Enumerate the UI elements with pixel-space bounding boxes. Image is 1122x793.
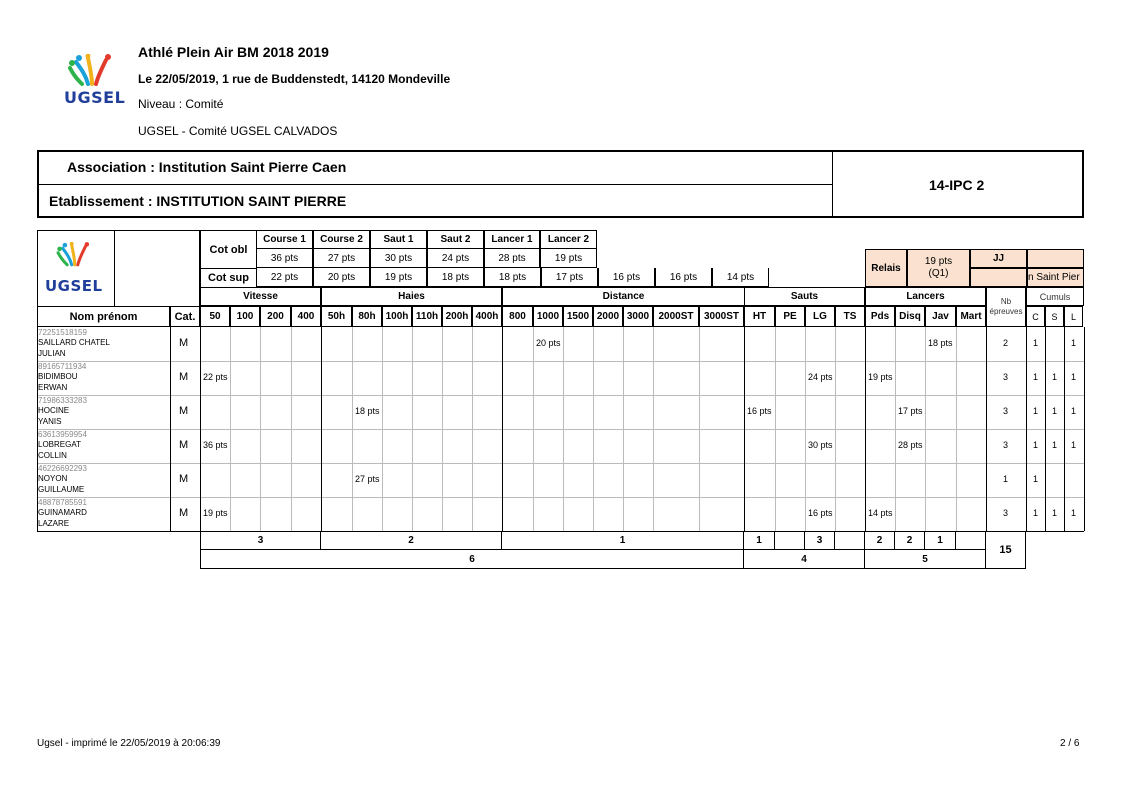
event-points: 16 pts [747, 406, 772, 416]
cumul-col-1: S [1045, 306, 1064, 327]
course-header-4: Lancer 1 [484, 230, 540, 249]
event-header-13: 2000 [593, 306, 623, 327]
grid-line [895, 327, 896, 531]
athlete-firstname: LAZARE [38, 519, 70, 528]
athlete-category: M [179, 371, 189, 383]
ugsel-logo [62, 54, 128, 108]
athlete-firstname: GUILLAUME [38, 485, 85, 494]
epreuves-label: épreuves [989, 307, 1023, 316]
nb-epreuves-value: 2 [1003, 338, 1009, 348]
sup-pts-8: 14 pts [712, 268, 769, 287]
cumul-col-2: L [1064, 306, 1083, 327]
cumul-s-value: 1 [1052, 440, 1058, 450]
grand-total: 15 [986, 532, 1026, 569]
grid-line [170, 327, 171, 531]
event-points: 19 pts [203, 508, 228, 518]
group-1: Haies [321, 287, 502, 306]
athlete-category: M [179, 473, 189, 485]
event-points: 18 pts [928, 338, 953, 348]
print-footer: Ugsel - imprimé le 22/05/2019 à 20:06:39 [37, 738, 221, 749]
establishment-name: Etablissement : INSTITUTION SAINT PIERRE [49, 193, 347, 209]
ugsel-figures-icon [62, 54, 128, 88]
grid-line [1045, 327, 1046, 531]
course-obl-pts-4: 28 pts [484, 249, 540, 268]
athlete-name [38, 439, 81, 461]
nb-epreuves-value: 3 [1003, 406, 1009, 416]
event-header-4: 50h [321, 306, 352, 327]
relais-pts [907, 249, 970, 287]
grid-line [835, 327, 836, 531]
grid-line [865, 327, 866, 531]
total-sauts: 4 [744, 550, 865, 569]
event-header-15: 2000ST [653, 306, 699, 327]
event-header-12: 1500 [563, 306, 593, 327]
athlete-lastname: GUINAMARD [38, 508, 87, 517]
sup-pts-4: 18 pts [484, 268, 541, 287]
jj-label: JJ [970, 249, 1027, 268]
sup-pts-5: 17 pts [541, 268, 598, 287]
event-header-18: PE [775, 306, 805, 327]
cumul-c-value: 1 [1033, 508, 1039, 518]
course-obl-pts-2: 30 pts [370, 249, 427, 268]
sup-pts-7: 16 pts [655, 268, 712, 287]
athlete-category: M [179, 439, 189, 451]
nb-label: Nb [1000, 297, 1012, 306]
cumul-c-value: 1 [1033, 338, 1039, 348]
cumul-c-value: 1 [1033, 406, 1039, 416]
event-date-location: Le 22/05/2019, 1 rue de Buddenstedt, 14120 Mondeville [138, 72, 451, 86]
total-haies: 2 [321, 532, 502, 550]
grid-line [956, 327, 957, 531]
event-points: 17 pts [898, 406, 923, 416]
level-label: Niveau : Comité [138, 97, 224, 111]
page-title: Athlé Plein Air BM 2018 2019 [138, 44, 329, 60]
athlete-lastname: SAILLARD CHATEL [38, 338, 110, 347]
event-header-19: LG [805, 306, 835, 327]
group-2: Distance [502, 287, 745, 306]
event-header-23: Jav [925, 306, 956, 327]
course-obl-pts-1: 27 pts [313, 249, 370, 268]
nb-epreuves-value: 3 [1003, 372, 1009, 382]
relais-qualif: (Q1) [928, 268, 949, 279]
row-divider [37, 395, 1084, 396]
total-jav: 1 [925, 532, 956, 550]
sup-pts-1: 20 pts [313, 268, 370, 287]
table-ugsel-logo-text: UGSEL [45, 277, 103, 295]
cumul-c-value: 1 [1033, 440, 1039, 450]
grid-line [37, 327, 38, 531]
athlete-id: 71986333283 [38, 396, 87, 405]
course-obl-pts-5: 19 pts [540, 249, 597, 268]
total-distance: 1 [502, 532, 744, 550]
ugsel-figures-icon [52, 242, 102, 268]
grid-line [653, 327, 654, 531]
relais-pts-value: 19 pts [924, 256, 953, 267]
event-points: 28 pts [898, 440, 923, 450]
page-number: 2 / 6 [1060, 738, 1080, 749]
course-header-5: Lancer 2 [540, 230, 597, 249]
athlete-firstname: COLLIN [38, 451, 67, 460]
nb-epreuves-value: 3 [1003, 508, 1009, 518]
association-box [37, 150, 1084, 218]
event-header-20: TS [835, 306, 865, 327]
event-header-9: 400h [472, 306, 502, 327]
event-points: 20 pts [536, 338, 561, 348]
table-ugsel-logo [52, 242, 102, 273]
grid-line [412, 327, 413, 531]
event-header-17: HT [744, 306, 775, 327]
event-header-22: Disq [895, 306, 925, 327]
cumul-col-0: C [1026, 306, 1045, 327]
grid-line [442, 327, 443, 531]
grid-line [260, 327, 261, 531]
athlete-firstname: YANIS [38, 417, 62, 426]
athlete-name [38, 371, 78, 393]
course-header-0: Course 1 [256, 230, 313, 249]
team-code: 14-IPC 2 [929, 177, 985, 193]
course-obl-pts-0: 36 pts [256, 249, 313, 268]
cumul-l-value: 1 [1071, 372, 1077, 382]
event-points: 30 pts [808, 440, 833, 450]
total-ts [835, 532, 865, 550]
event-header-0: 50 [200, 306, 230, 327]
cumul-c-value: 1 [1033, 474, 1039, 484]
event-points: 36 pts [203, 440, 228, 450]
jj-blank [1027, 249, 1084, 268]
association-name: Association : Institution Saint Pierre Caen [67, 159, 347, 175]
athlete-id: 89165711934 [38, 362, 87, 371]
ugsel-logo-text: UGSEL [64, 88, 126, 107]
athlete-lastname: NOYON [38, 474, 68, 483]
athlete-name [38, 507, 87, 529]
total-ht: 1 [744, 532, 775, 550]
grid-line [1026, 327, 1027, 531]
athlete-name [38, 405, 69, 427]
event-header-16: 3000ST [699, 306, 744, 327]
athlete-name [38, 473, 84, 495]
row-divider [37, 429, 1084, 430]
event-header-21: Pds [865, 306, 895, 327]
event-header-5: 80h [352, 306, 382, 327]
grid-line [623, 327, 624, 531]
athlete-lastname: LOBREGAT [38, 440, 81, 449]
cumul-s-value: 1 [1052, 406, 1058, 416]
grid-line [563, 327, 564, 531]
jj-blank-2 [970, 268, 1027, 287]
event-header-7: 110h [412, 306, 442, 327]
jj-team: n Saint Pier [1027, 268, 1084, 287]
grid-line [805, 327, 806, 531]
grid-line [593, 327, 594, 531]
cumul-l-value: 1 [1071, 508, 1077, 518]
grid-line [986, 327, 987, 531]
athlete-id: 72251518159 [38, 328, 87, 337]
cumul-l-value: 1 [1071, 406, 1077, 416]
cumul-s-value: 1 [1052, 372, 1058, 382]
group-0: Vitesse [200, 287, 321, 306]
committee-label: UGSEL - Comité UGSEL CALVADOS [138, 124, 338, 138]
grid-line [502, 327, 503, 531]
sup-pts-6: 16 pts [598, 268, 655, 287]
course-header-3: Saut 2 [427, 230, 484, 249]
event-points: 18 pts [355, 406, 380, 416]
total-disq: 2 [895, 532, 925, 550]
grid-line [200, 327, 201, 531]
event-points: 16 pts [808, 508, 833, 518]
nom-prenom-header: Nom prénom [37, 306, 170, 327]
event-header-10: 800 [502, 306, 533, 327]
row-divider [37, 463, 1084, 464]
course-header-1: Course 2 [313, 230, 370, 249]
athlete-id: 46226692293 [38, 464, 87, 473]
athlete-name [38, 337, 110, 359]
event-header-6: 100h [382, 306, 412, 327]
athlete-firstname: JULIAN [38, 349, 66, 358]
athlete-id: 48878785591 [38, 498, 87, 507]
grid-line [744, 327, 745, 531]
event-header-2: 200 [260, 306, 291, 327]
total-lg: 3 [805, 532, 835, 550]
grid-line [775, 327, 776, 531]
cumuls-header: Cumuls [1026, 287, 1084, 306]
athlete-category: M [179, 405, 189, 417]
sup-pts-0: 22 pts [256, 268, 313, 287]
event-header-24: Mart [956, 306, 986, 327]
event-points: 24 pts [808, 372, 833, 382]
athlete-lastname: BIDIMBOU [38, 372, 78, 381]
total-courses: 6 [200, 550, 744, 569]
group-3: Sauts [744, 287, 865, 306]
grid-line [472, 327, 473, 531]
course-header-2: Saut 1 [370, 230, 427, 249]
sup-pts-3: 18 pts [427, 268, 484, 287]
cat-header: Cat. [170, 306, 200, 327]
relais-label: Relais [865, 249, 907, 287]
course-obl-pts-3: 24 pts [427, 249, 484, 268]
athlete-lastname: HOCINE [38, 406, 70, 415]
cumul-s-value: 1 [1052, 508, 1058, 518]
grid-line [925, 327, 926, 531]
event-header-11: 1000 [533, 306, 563, 327]
grid-line [699, 327, 700, 531]
event-points: 19 pts [868, 372, 893, 382]
event-header-3: 400 [291, 306, 321, 327]
nb-epreuves-value: 3 [1003, 440, 1009, 450]
nb-epreuves-header [986, 287, 1026, 327]
athlete-id: 63613959954 [38, 430, 87, 439]
grid-line [291, 327, 292, 531]
cumul-l-value: 1 [1071, 338, 1077, 348]
group-4: Lancers [865, 287, 986, 306]
event-header-14: 3000 [623, 306, 653, 327]
event-points: 27 pts [355, 474, 380, 484]
grid-line [1084, 327, 1085, 531]
cumul-c-value: 1 [1033, 372, 1039, 382]
total-pe [775, 532, 805, 550]
grid-line [1064, 327, 1065, 531]
cot-obl-label: Cot obl [200, 230, 256, 268]
athlete-category: M [179, 337, 189, 349]
cumul-l-value: 1 [1071, 440, 1077, 450]
cot-sup-label: Cot sup [200, 268, 256, 287]
row-divider [37, 497, 1084, 498]
event-header-8: 200h [442, 306, 472, 327]
total-vitesse: 3 [200, 532, 321, 550]
grid-line [230, 327, 231, 531]
total-lancers: 5 [865, 550, 986, 569]
grid-line [352, 327, 353, 531]
total-pds: 2 [865, 532, 895, 550]
athlete-firstname: ERWAN [38, 383, 68, 392]
total-mart [956, 532, 986, 550]
event-header-1: 100 [230, 306, 260, 327]
row-divider [37, 361, 1084, 362]
grid-line [533, 327, 534, 531]
sup-pts-2: 19 pts [370, 268, 427, 287]
athlete-category: M [179, 507, 189, 519]
nb-epreuves-value: 1 [1003, 474, 1009, 484]
grid-line [382, 327, 383, 531]
event-points: 14 pts [868, 508, 893, 518]
event-points: 22 pts [203, 372, 228, 382]
grid-line [321, 327, 322, 531]
